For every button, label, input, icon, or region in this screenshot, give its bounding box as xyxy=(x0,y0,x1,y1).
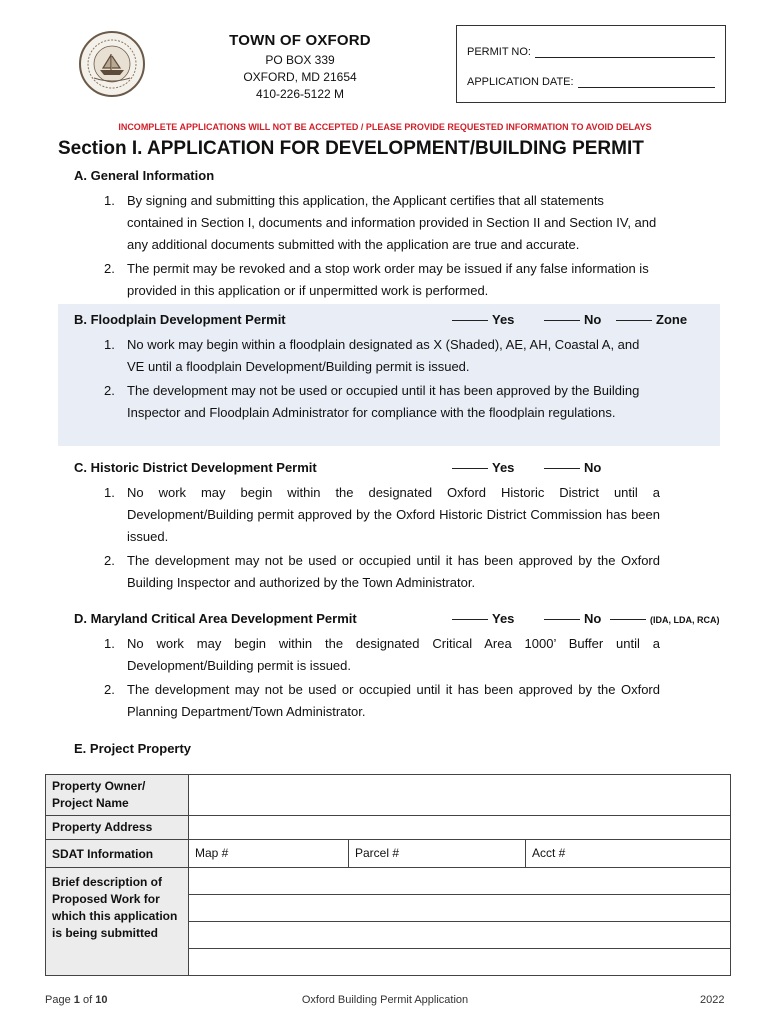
list-item: 1. No work may begin within the designated Critical Area 1000’ Buffer until a Development/Building permit is issued. xyxy=(104,636,660,673)
section-e-project-property xyxy=(58,741,720,763)
section-b-title: B. Floodplain Development Permit xyxy=(74,312,286,327)
work-description-line-4[interactable] xyxy=(189,949,731,976)
critical-area-designation-option[interactable]: (IDA, LDA, RCA) xyxy=(610,611,720,626)
floodplain-yes-option[interactable]: Yes xyxy=(452,312,514,327)
section-c-historic-district xyxy=(58,460,720,594)
property-owner-label: Property Owner/ Project Name xyxy=(46,775,189,816)
list-item: 2. The development may not be used or occupied until it has been approved by the Oxford Planning Department/Town Administrator. xyxy=(104,682,660,719)
list-item: 2. The development may not be used or occupied until it has been approved by the Oxford Building Inspector and authorized by the Town Administrator. xyxy=(104,553,660,590)
footer-year: 2022 xyxy=(700,994,725,1006)
town-address-block xyxy=(200,32,400,101)
list-item: 2. The development may not be used or occupied until it has been approved by the Building Inspector and Floodplain Administrator for compliance with the floodplain regulations. xyxy=(104,383,640,420)
section-c-title: C. Historic District Development Permit xyxy=(74,460,317,475)
work-description-line-1[interactable] xyxy=(189,868,731,895)
permit-no-field[interactable] xyxy=(535,48,715,58)
floodplain-zone-option[interactable]: Zone xyxy=(616,312,687,327)
list-item: 2. The permit may be revoked and a stop work order may be issued if any false information is provided in this application or if unpermitted work is performed. xyxy=(104,261,649,298)
town-seal-logo xyxy=(78,30,146,98)
town-name: TOWN OF OXFORD xyxy=(229,32,371,49)
section-d-critical-area xyxy=(58,611,720,723)
permit-info-box xyxy=(456,25,726,103)
footer-document-title: Oxford Building Permit Application xyxy=(301,994,469,1006)
application-date-field[interactable] xyxy=(578,78,715,88)
property-address-field[interactable] xyxy=(189,816,731,840)
floodplain-no-option[interactable]: No xyxy=(544,312,601,327)
project-property-table xyxy=(45,774,731,976)
incomplete-warning: INCOMPLETE APPLICATIONS WILL NOT BE ACCEPTED / PLEASE PROVIDE REQUESTED INFORMATION TO AVOID DELAYS xyxy=(118,122,652,132)
section-a-general-information xyxy=(58,168,720,302)
city-state-zip: OXFORD, MD 21654 xyxy=(243,70,357,84)
permit-no-label: PERMIT NO: xyxy=(467,46,531,58)
critical-area-no-option[interactable]: No xyxy=(544,611,601,626)
historic-yes-option[interactable]: Yes xyxy=(452,460,514,475)
section-b-floodplain xyxy=(58,304,720,446)
property-address-label: Property Address xyxy=(46,816,189,840)
historic-no-option[interactable]: No xyxy=(544,460,601,475)
section-title: Section I. APPLICATION FOR DEVELOPMENT/BUILDING PERMIT xyxy=(58,138,644,159)
application-date-label: APPLICATION DATE: xyxy=(467,76,574,88)
work-description-line-3[interactable] xyxy=(189,922,731,949)
list-item: 1. By signing and submitting this application, the Applicant certifies that all statements contained in Section I, documents and information provided in Section II and Section IV, and any additional documents submitted with the application are true and accurate. xyxy=(104,193,657,252)
page-number: Page 1 of 10 xyxy=(45,994,108,1006)
work-description-line-2[interactable] xyxy=(189,895,731,922)
account-number-field[interactable]: Acct # xyxy=(526,840,731,868)
section-d-title: D. Maryland Critical Area Development Permit xyxy=(74,611,357,626)
phone: 410-226-5122 M xyxy=(255,87,345,101)
section-e-title: E. Project Property xyxy=(74,741,192,756)
po-box: PO BOX 339 xyxy=(265,53,335,67)
section-a-title: A. General Information xyxy=(74,168,215,183)
sdat-information-label: SDAT Information xyxy=(46,840,189,868)
property-owner-field[interactable] xyxy=(189,775,731,816)
list-item: 1. No work may begin within the designated Oxford Historic District until a Development/Building permit approved by the Oxford Historic District Commission has been issued. xyxy=(104,485,660,544)
work-description-label: Brief description of Proposed Work for which this application is being submitted xyxy=(46,868,189,976)
map-number-field[interactable]: Map # xyxy=(189,840,349,868)
critical-area-yes-option[interactable]: Yes xyxy=(452,611,514,626)
parcel-number-field[interactable]: Parcel # xyxy=(349,840,526,868)
list-item: 1. No work may begin within a floodplain designated as X (Shaded), AE, AH, Coastal A, and VE until a floodplain Development/Building permit is issued. xyxy=(104,337,640,374)
